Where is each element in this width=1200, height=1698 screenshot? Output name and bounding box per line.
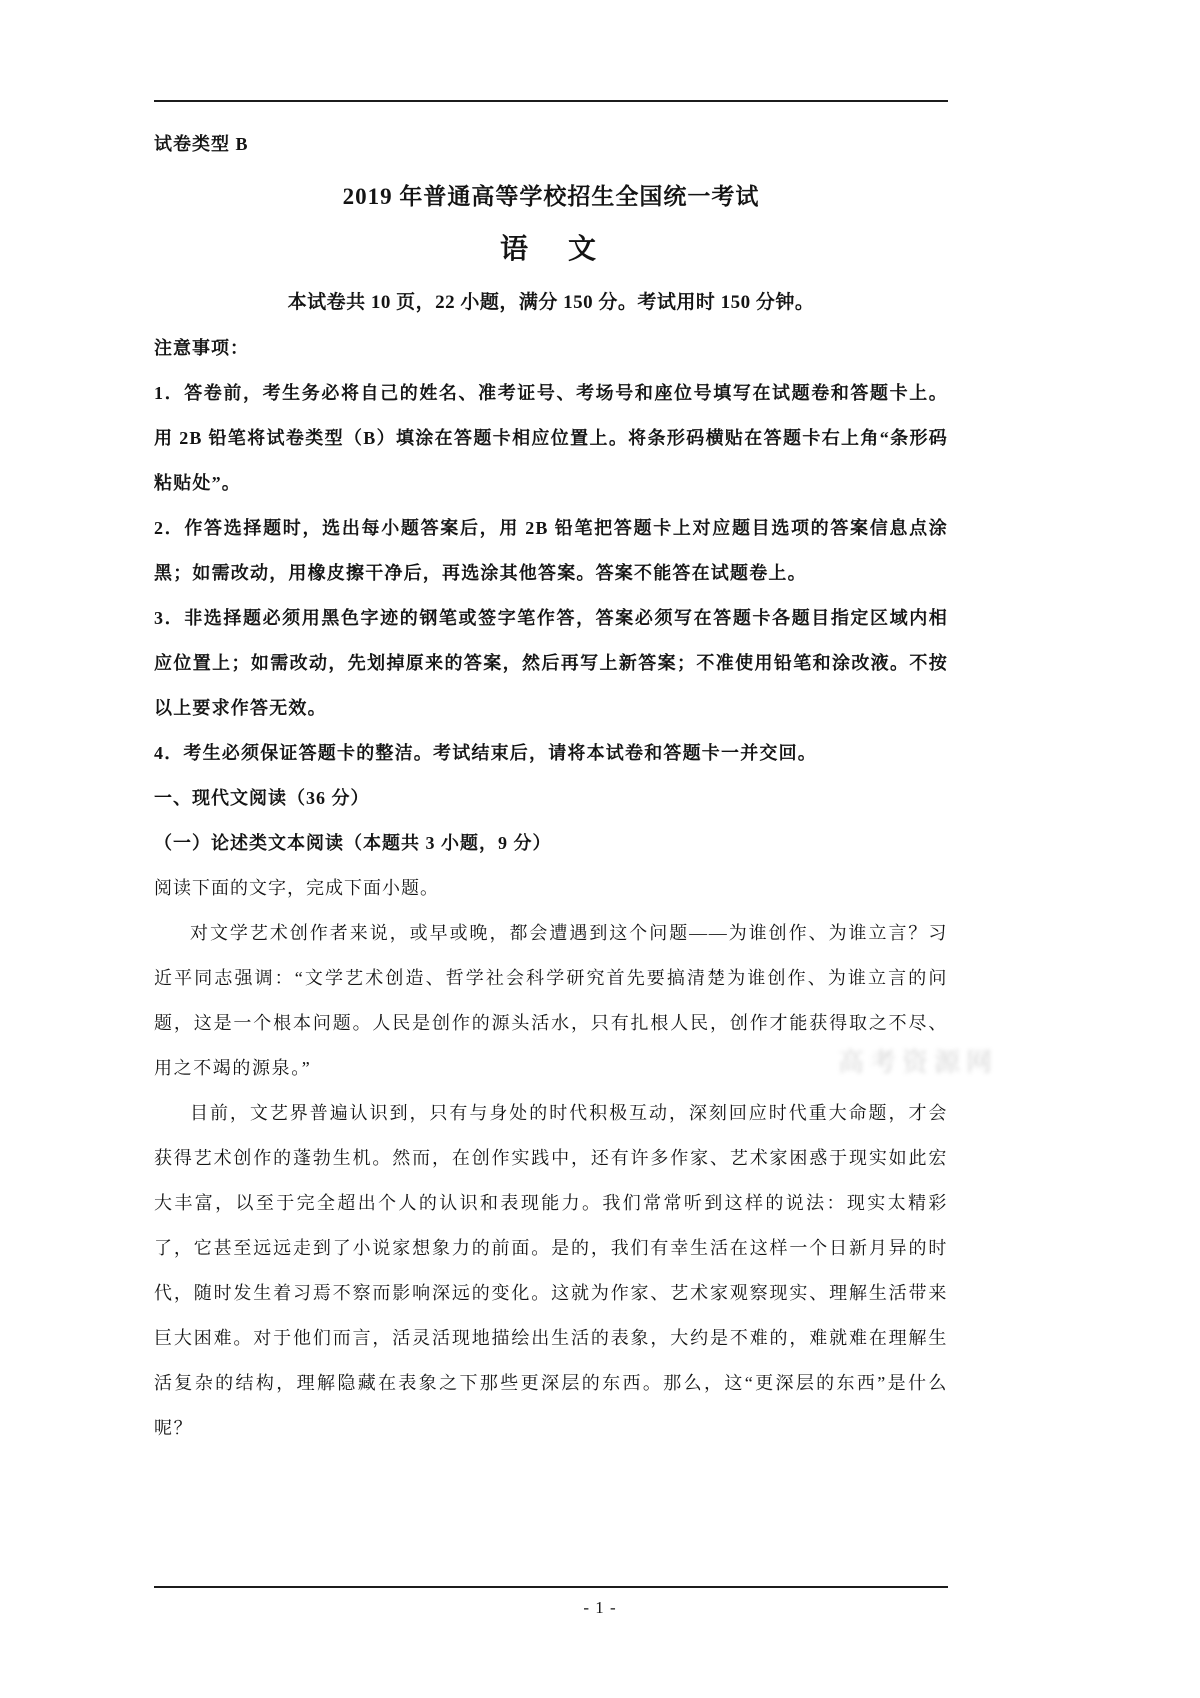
page-number: - 1 - <box>583 1598 617 1617</box>
passage-paragraph-2: 目前，文艺界普遍认识到，只有与身处的时代积极互动，深刻回应时代重大命题，才会获得艺术创作的蓬勃生机。然而，在创作实践中，还有许多作家、艺术家困惑于现实如此宏大丰富，以至于完全超出个人的认识和表现能力。我们常常听到这样的说法：现实太精彩了，它甚至远远走到了小说家想象力的前面。是的，我们有幸生活在这样一个日新月异的时代，随时发生着习焉不察而影响深远的变化。这就为作家、艺术家观察现实、理解生活带来巨大困难。对于他们而言，活灵活现地描绘出生活的表象，大约是不难的，难就难在理解生活复杂的结构，理解隐藏在表象之下那些更深层的东西。那么，这“更深层的东西”是什么呢？ <box>154 1103 948 1438</box>
exam-page <box>154 0 948 1451</box>
reading-instruction: 阅读下面的文字，完成下面小题。 <box>154 878 439 898</box>
notice-heading: 注意事项： <box>154 338 249 358</box>
section-heading-modern-reading: 一、现代文阅读（36 分） <box>154 788 370 808</box>
header-rule <box>154 100 948 102</box>
notice-item-4: 4．考生必须保证答题卡的整洁。考试结束后，请将本试卷和答题卡一并交回。 <box>154 743 817 763</box>
notice-item-1: 1．答卷前，考生务必将自己的姓名、准考证号、考场号和座位号填写在试题卷和答题卡上。用 2B 铅笔将试卷类型（B）填涂在答题卡相应位置上。将条形码横贴在答题卡右上角“条形码粘贴处”。 <box>154 383 948 493</box>
exam-info-line: 本试卷共 10 页，22 小题，满分 150 分。考试用时 150 分钟。 <box>287 292 815 313</box>
subsection-heading-argumentative-text: （一）论述类文本阅读（本题共 3 小题，9 分） <box>154 833 552 853</box>
subject-title: 语 文 <box>499 234 602 265</box>
notice-item-3: 3．非选择题必须用黑色字迹的钢笔或签字笔作答，答案必须写在答题卡各题目指定区域内相应位置上；如需改动，先划掉原来的答案，然后再写上新答案；不准使用铅笔和涂改液。不按以上要求作答无效。 <box>154 608 948 718</box>
passage-paragraph-1: 对文学艺术创作者来说，或早或晚，都会遭遇到这个问题——为谁创作、为谁立言？习近平同志强调：“文学艺术创造、哲学社会科学研究首先要搞清楚为谁创作、为谁立言的问题，这是一个根本问题。人民是创作的源头活水，只有扎根人民，创作才能获得取之不尽、用之不竭的源泉。” <box>154 923 948 1078</box>
notice-item-2: 2．作答选择题时，选出每小题答案后，用 2B 铅笔把答题卡上对应题目选项的答案信息点涂黑；如需改动，用橡皮擦干净后，再选涂其他答案。答案不能答在试题卷上。 <box>154 518 948 583</box>
footer-rule <box>154 1586 948 1588</box>
exam-title: 2019 年普通高等学校招生全国统一考试 <box>342 184 760 209</box>
watermark: 高考资源网 <box>838 1048 999 1077</box>
exam-type-label: 试卷类型 B <box>154 134 249 154</box>
